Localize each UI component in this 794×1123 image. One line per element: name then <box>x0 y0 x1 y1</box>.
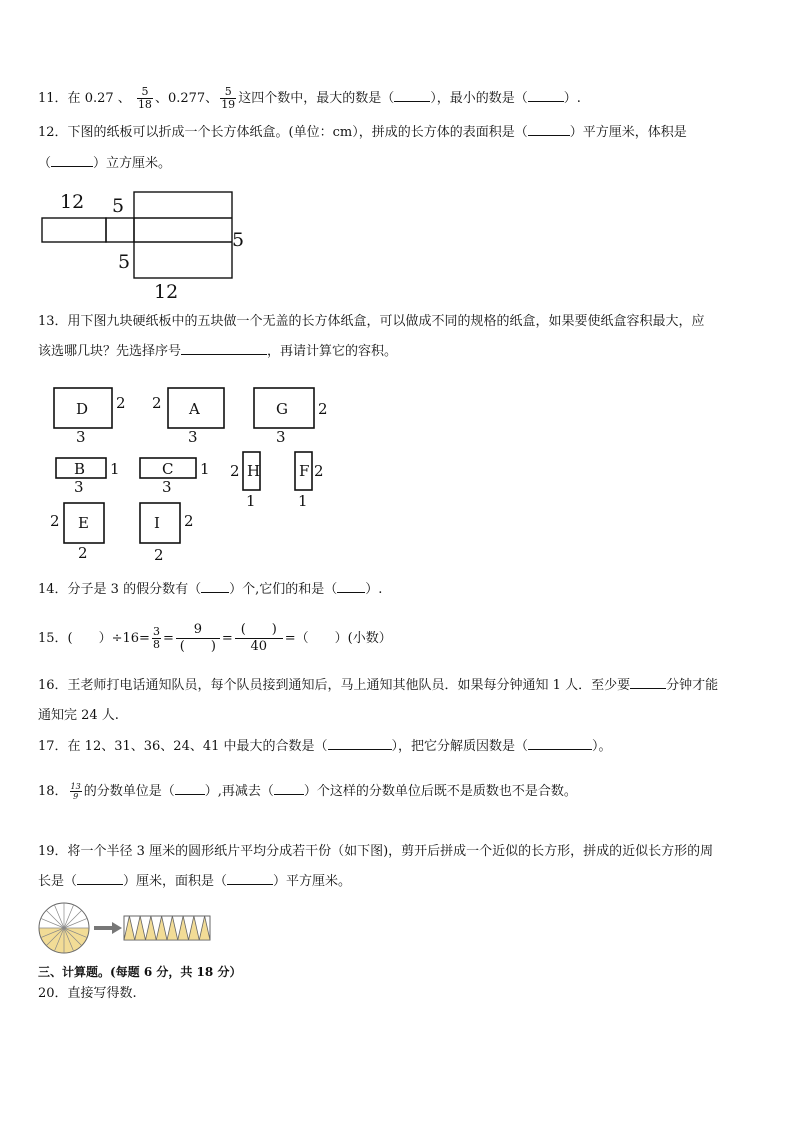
svg-text:I: I <box>154 514 160 532</box>
sectioned-circle <box>39 903 89 953</box>
question-15: 15．( ）÷16= $\frac{3}{8}$ = $\frac{9}{( )}$ = $\frac{( )}{40}$ =（ ）(小数） <box>38 622 392 654</box>
net-face <box>42 218 106 242</box>
answer-blank[interactable] <box>528 101 564 102</box>
svg-text:3: 3 <box>76 428 86 446</box>
svg-text:F: F <box>299 462 310 480</box>
svg-text:A: A <box>189 400 200 418</box>
answer-blank[interactable] <box>181 354 267 355</box>
svg-text:3: 3 <box>188 428 198 446</box>
svg-text:2: 2 <box>116 394 126 412</box>
svg-text:2: 2 <box>318 400 328 418</box>
question-19-line-2: 长是（ ）厘米，面积是（ ）平方厘米。 <box>38 874 352 889</box>
question-17: 17．在 12、31、36、24、41 中最大的合数是（ ），把它分解质因数是（ ）。 <box>38 739 612 754</box>
svg-text:G: G <box>276 400 288 418</box>
fraction-5-18: $\frac{5}{18}$ <box>137 85 152 111</box>
answer-blank[interactable] <box>175 794 205 795</box>
answer-blank[interactable] <box>528 135 570 136</box>
question-20: 20．直接写得数. <box>38 986 137 1001</box>
answer-blank[interactable] <box>227 884 273 885</box>
svg-text:1: 1 <box>200 460 210 478</box>
svg-text:2: 2 <box>314 462 324 480</box>
net-face <box>106 218 134 242</box>
svg-text:H: H <box>247 462 261 480</box>
board-I <box>140 503 180 543</box>
svg-text:3: 3 <box>74 478 84 496</box>
answer-blank[interactable] <box>528 749 592 750</box>
net-label-5-top: 5 <box>112 195 125 217</box>
svg-text:C: C <box>162 460 174 478</box>
answer-blank[interactable] <box>77 884 123 885</box>
answer-blank[interactable] <box>274 794 304 795</box>
svg-text:2: 2 <box>154 546 164 564</box>
answer-blank[interactable] <box>201 592 229 593</box>
question-11: 11．在 0.27 、 $\frac{5}{18}$ 、0.277、 $\frac{5}{19}$ 这四个数中，最大的数是（ ），最小的数是（ ）. <box>38 85 581 111</box>
fraction-blank-40: $\frac{( )}{40}$ <box>235 622 283 655</box>
svg-text:1: 1 <box>246 492 256 510</box>
svg-text:2: 2 <box>152 394 162 412</box>
fraction-9-blank: $\frac{9}{( )}$ <box>176 622 220 655</box>
svg-text:E: E <box>78 514 89 532</box>
fraction-13-9: $\frac{13}{9}$ <box>70 782 81 801</box>
svg-text:D: D <box>76 400 89 418</box>
answer-blank[interactable] <box>630 688 666 689</box>
net-label-12-top: 12 <box>60 191 85 213</box>
answer-blank[interactable] <box>51 166 93 167</box>
circle-to-rectangle-diagram <box>36 900 216 956</box>
question-12-line-1: 12．下图的纸板可以折成一个长方体纸盒。(单位：cm），拼成的长方体的表面积是（ ）平方厘米，体积是 <box>38 125 687 140</box>
question-13-line-2: 该选哪几块？先选择序号 ，再请计算它的容积。 <box>38 344 398 359</box>
question-16-line-1: 16．王老师打电话通知队员，每个队员接到通知后，马上通知其他队员．如果每分钟通知 1 人．至少要 分钟才能 <box>38 678 719 693</box>
question-12-line-2: （ ）立方厘米。 <box>38 156 172 171</box>
answer-blank[interactable] <box>337 592 365 593</box>
fraction-5-19: $\frac{5}{19}$ <box>221 85 236 111</box>
box-net-diagram <box>36 186 256 304</box>
net-label-5-right: 5 <box>232 229 245 251</box>
question-14: 14．分子是 3 的假分数有（ ）个,它们的和是（ ）. <box>38 582 383 597</box>
svg-text:3: 3 <box>276 428 286 446</box>
svg-text:2: 2 <box>230 462 240 480</box>
question-16-line-2: 通知完 24 人. <box>38 708 119 723</box>
question-13-line-1: 13．用下图九块硬纸板中的五块做一个无盖的长方体纸盒，可以做成不同的规格的纸盒，如果要使纸盒容积最大，应 <box>38 314 705 329</box>
net-label-5-bottom: 5 <box>118 251 131 273</box>
svg-text:2: 2 <box>184 512 194 530</box>
section-3-title: 三、计算题。(每题 6 分，共 18 分） <box>38 965 242 979</box>
question-19-line-1: 19．将一个半径 3 厘米的圆形纸片平均分成若干份（如下图)，剪开后拼成一个近似的长方形，拼成的近似长方形的周 <box>38 844 714 859</box>
net-face <box>134 192 232 278</box>
question-18: 18． $\frac{13}{9}$ 的分数单位是（ ）,再减去（ ）个这样的分数单位后既不是质数也不是合数。 <box>38 782 577 801</box>
net-label-12-bottom: 12 <box>154 281 179 303</box>
svg-text:1: 1 <box>110 460 120 478</box>
svg-text:3: 3 <box>162 478 172 496</box>
cardboard-pieces-diagram <box>40 380 340 566</box>
arrow-icon <box>94 922 122 934</box>
svg-text:2: 2 <box>50 512 60 530</box>
fraction-3-8: $\frac{3}{8}$ <box>152 625 160 651</box>
svg-text:B: B <box>74 460 86 478</box>
approximate-rectangle <box>124 916 210 940</box>
answer-blank[interactable] <box>394 101 430 102</box>
svg-text:2: 2 <box>78 544 88 562</box>
answer-blank[interactable] <box>328 749 392 750</box>
svg-text:1: 1 <box>298 492 308 510</box>
